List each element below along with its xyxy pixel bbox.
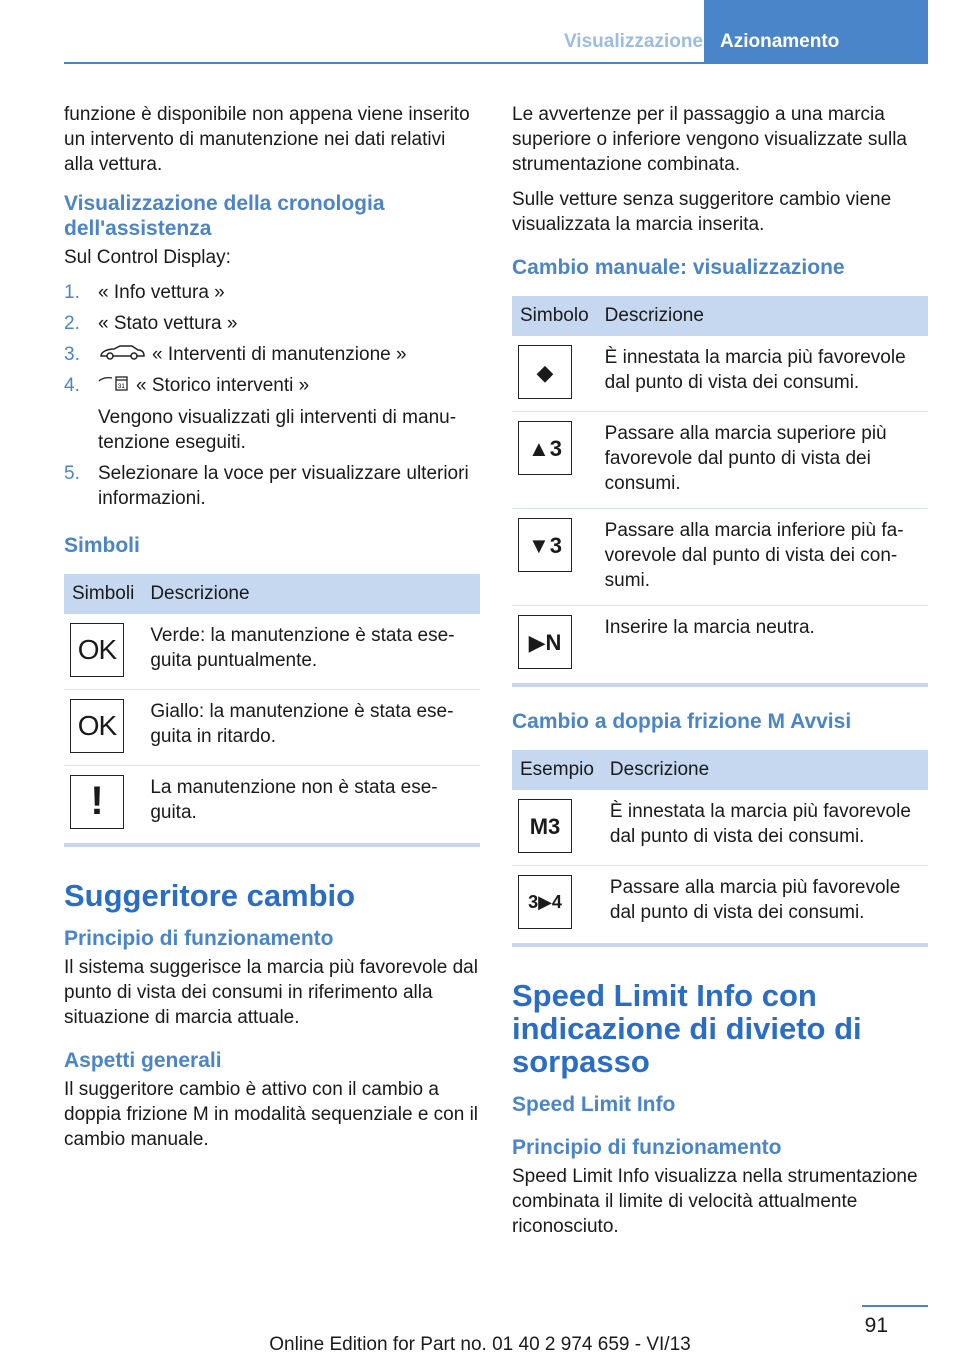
optimal-gear-icon: ◆ [518, 345, 572, 399]
svg-text:31: 31 [118, 383, 125, 390]
footer-edition: Online Edition for Part no. 01 40 2 974 659 - VI/13 [269, 1334, 691, 1355]
col-header-description: Descrizione [142, 574, 480, 614]
shift-heading: Suggeritore cambio [64, 877, 356, 913]
header-chapter-tab: Azionamento [704, 0, 928, 62]
car-service-icon [98, 342, 146, 367]
table-row: ! La manutenzione non è stata eseguita. [64, 765, 480, 841]
step-item: 5. Selezionare la voce per visualizzare ulteriori informazioni. [64, 462, 469, 509]
step-item: 1. « Info vettura » [64, 282, 225, 303]
neutral-icon: ▶N [518, 615, 572, 669]
header-section: Visualizzazione [563, 31, 703, 52]
table-end-rule [512, 943, 928, 947]
warnings-text: Le avvertenze per il passaggio a una marcia superiore o inferiore vengono visualizzate sulla strumentazione combinata. [512, 104, 908, 175]
ok-yellow-icon: OK [70, 699, 124, 753]
col-header-description: Descrizione [597, 296, 928, 336]
table-row: ▶N Inserire la marcia neutra. [512, 606, 928, 682]
ok-green-icon: OK [70, 623, 124, 677]
principle-heading: Principio di funzionamento [64, 926, 334, 950]
table-row: ▲3 Passare alla marcia superiore più favorevole dal punto di vista dei consumi. [512, 412, 928, 509]
speed-limit-heading: Speed Limit Info con indicazione di divieto di sorpasso [512, 978, 862, 1079]
manual-table [512, 296, 928, 681]
m3-gear-icon: M3 [518, 799, 572, 853]
step-item: 3. « Interventi di manutenzione » [64, 342, 480, 367]
table-row: OK Verde: la manutenzione è stata eseguita puntualmente. [64, 614, 480, 690]
service-history-icon [98, 374, 130, 399]
table-row: 3▶4 Passare alla marcia più favorevole dal punto di vista dei consumi. [512, 866, 928, 942]
table-row: OK Giallo: la manutenzione è stata eseguita in ritardo. [64, 689, 480, 765]
left-column [64, 102, 480, 1162]
col-header-example: Esempio [512, 750, 602, 790]
exclamation-icon: ! [70, 775, 124, 829]
downshift-icon: ▼3 [518, 518, 572, 572]
table-row: ▼3 Passare alla marcia inferiore più favorevole dal punto di vista dei consumi. [512, 509, 928, 606]
history-heading: Visualizzazione della cronologia dell'assistenza [64, 192, 385, 240]
general-text: Il suggeritore cambio è attivo con il cambio a doppia frizione M in modalità sequenziale e con il cambio manuale. [64, 1078, 479, 1150]
manual-heading: Cambio manuale: visualizzazione [512, 256, 845, 279]
step-item: 2. « Stato vettura » [64, 313, 238, 334]
intro-paragraph: funzione è disponibile non appena viene inserito un intervento di manutenzione nei dati relativi alla vettura. [64, 104, 470, 175]
symbols-table [64, 574, 480, 841]
upshift-icon: ▲3 [518, 421, 572, 475]
dct-heading: Cambio a doppia frizione M Avvisi [512, 710, 852, 733]
table-row: ◆ È innestata la marcia più favorevole dal punto di vista dei consumi. [512, 336, 928, 412]
no-suggest-text: Sulle vetture senza suggeritore cambio viene visualizzata la marcia inserita. [512, 189, 892, 235]
general-heading: Aspetti generali [64, 1048, 222, 1072]
shift-3-to-4-icon: 3▶4 [518, 875, 572, 929]
col-header-symbols: Simboli [64, 574, 142, 614]
control-display-text: Sul Control Display: [64, 247, 231, 268]
col-header-description: Descrizione [602, 750, 928, 790]
sli-text: Speed Limit Info visualizza nella strumentazione combinata il limite di velocità attualmente riconosciuto. [512, 1166, 918, 1237]
table-end-rule [64, 843, 480, 847]
page-number: 91 [864, 1314, 888, 1337]
sli-heading: Speed Limit Info [512, 1093, 676, 1116]
right-column [512, 102, 928, 1249]
table-row: M3 È innestata la marcia più favorevole dal punto di vista dei consumi. [512, 790, 928, 866]
col-header-symbol: Simbolo [512, 296, 597, 336]
page-header [64, 28, 928, 64]
symbols-heading: Simboli [64, 533, 140, 557]
footer-rule [862, 1305, 928, 1307]
table-end-rule [512, 683, 928, 687]
principle-text: Il sistema suggerisce la marcia più favorevole dal punto di vista dei consumi in riferimento alla situazione di marcia attuale. [64, 956, 478, 1028]
dct-table [512, 750, 928, 941]
sli-principle-heading: Principio di funzionamento [512, 1136, 782, 1159]
step-item: 4. 31 « Storico interventi » Vengono visualizzati gli interventi di manutenzione eseguiti. [64, 375, 457, 453]
steps-list [64, 280, 480, 511]
